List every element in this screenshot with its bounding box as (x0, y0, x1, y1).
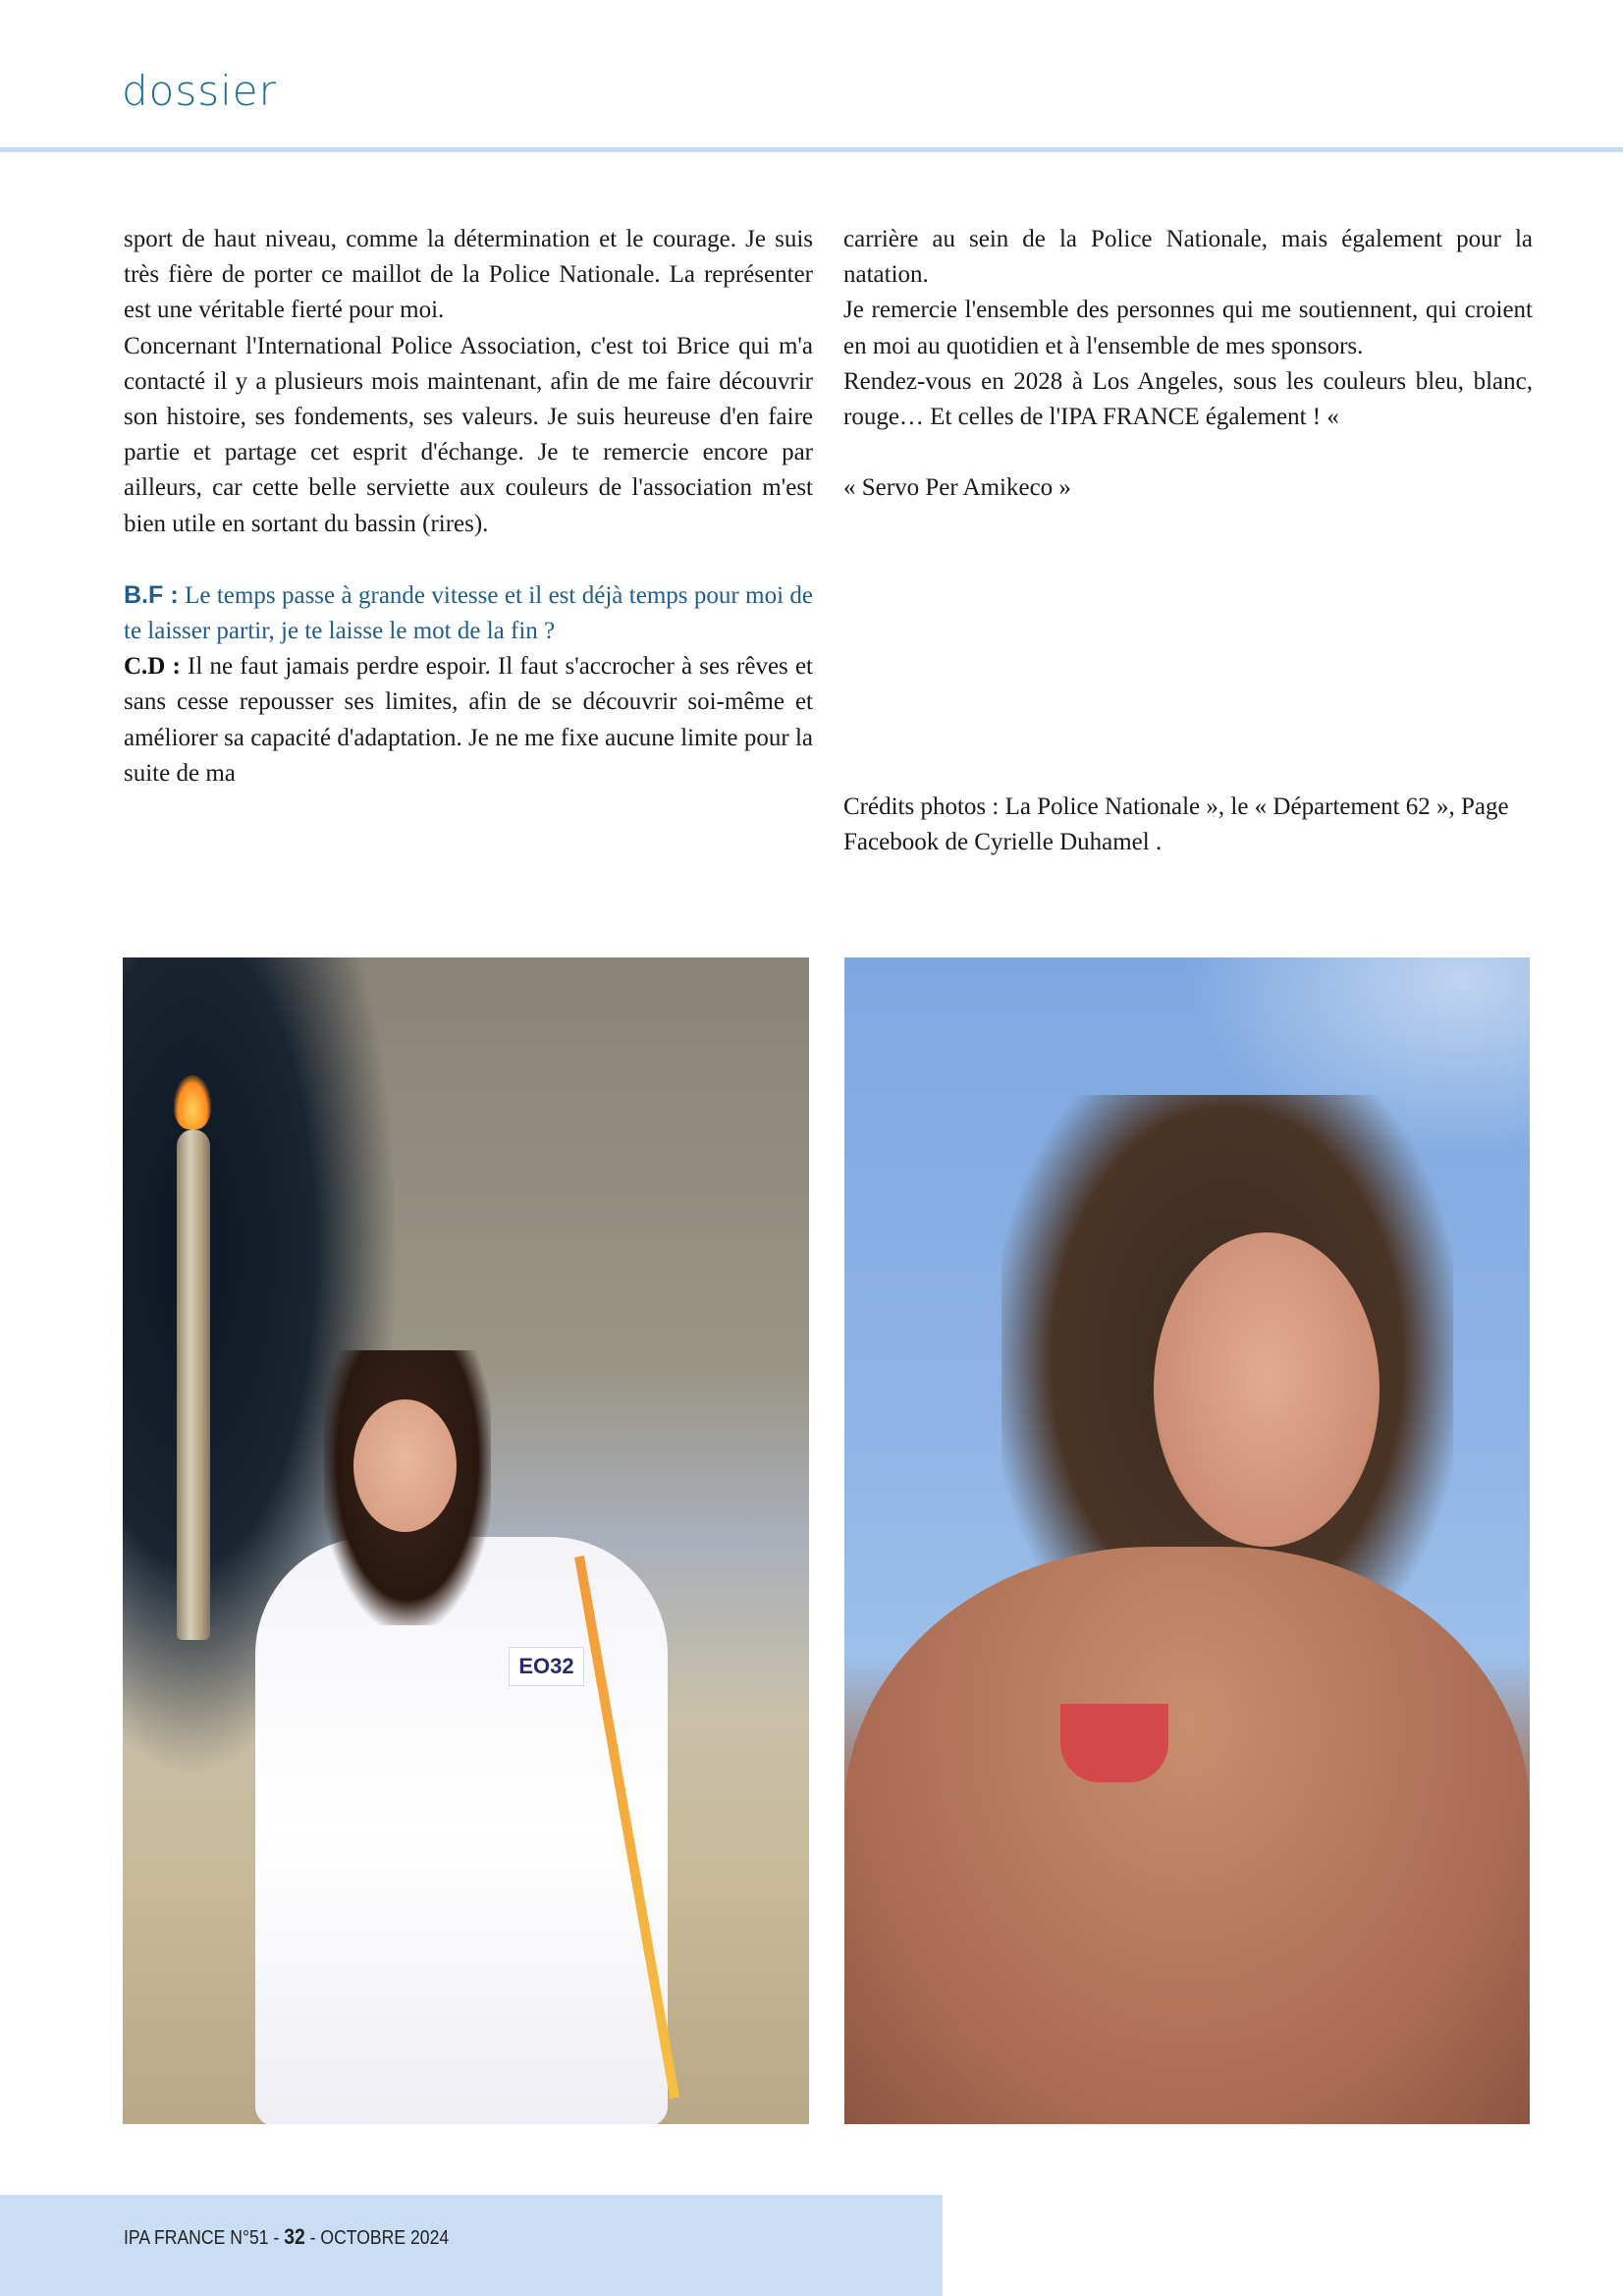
header-divider (0, 147, 1623, 152)
spacer (843, 435, 1533, 470)
interview-question (124, 577, 813, 649)
swimsuit-shape (1060, 1704, 1168, 1782)
section-title: dossier (122, 67, 277, 115)
torch-icon (177, 1129, 210, 1640)
paragraph: Concernant l'International Police Association, c'est toi Brice qui m'a contacté il y a plusieurs mois maintenant, afin de me faire découvrir son histoire, ses fondements, ses valeurs. Je suis heureuse d'en faire partie et partage cet esprit d'échange. Je te remercie encore par ailleurs, car cette belle serviette aux couleurs de l'association m'est bien utile en sortant du bassin (rires). (124, 332, 813, 537)
paragraph: carrière au sein de la Police Nationale, mais également pour la natation. (843, 226, 1533, 289)
article-column-right (843, 222, 1533, 506)
question-text: Le temps passe à grande vitesse et il est déjà temps pour moi de te laisser partir, je te laisse le mot de la fin ? (124, 581, 814, 645)
paragraph: Rendez-vous en 2028 à Los Angeles, sous les couleurs bleu, blanc, rouge… Et celles de l'IPA FRANCE également ! « (843, 367, 1533, 431)
flame-icon (174, 1075, 211, 1129)
race-bib: EO32 (509, 1647, 584, 1686)
page-number: 32 (284, 2224, 305, 2249)
paragraph: Je remercie l'ensemble des personnes qui me soutiennent, qui croient en moi au quotidien et à l'ensemble de mes sponsors. (843, 297, 1533, 359)
article-column-left (124, 222, 813, 792)
interviewee-label: C.D : (124, 653, 181, 681)
paragraph: sport de haut niveau, comme la détermination et le courage. Je suis très fière de porter ce maillot de la Police Nationale. La représenter est une véritable fierté pour moi. (124, 226, 813, 324)
motto: « Servo Per Amikeco » (843, 474, 1071, 502)
photo-swimmer (844, 957, 1530, 2124)
photo-torch-bearer (123, 957, 809, 2124)
spacer (124, 542, 813, 577)
face-shape (353, 1399, 457, 1532)
publication-name: IPA FRANCE N°51 - (124, 2227, 285, 2249)
footer-publication-info (124, 2224, 449, 2250)
answer-text: Il ne faut jamais perdre espoir. Il faut s'accrocher à ses rêves et sans cesse repousser ses limites, afin de se découvrir soi-même et améliorer sa capacité d'adaptation. Je ne me fixe aucune limite pour la suite de ma (124, 653, 813, 787)
interview-answer (124, 649, 813, 792)
issue-date: - OCTOBRE 2024 (304, 2227, 450, 2249)
face-shape (1154, 1232, 1380, 1547)
photo-credits: Crédits photos : La Police Nationale », le « Département 62 », Page Facebook de Cyrielle Duhamel . (843, 793, 1509, 856)
body-shape (844, 1547, 1530, 2124)
interviewer-label: B.F : (124, 580, 179, 609)
